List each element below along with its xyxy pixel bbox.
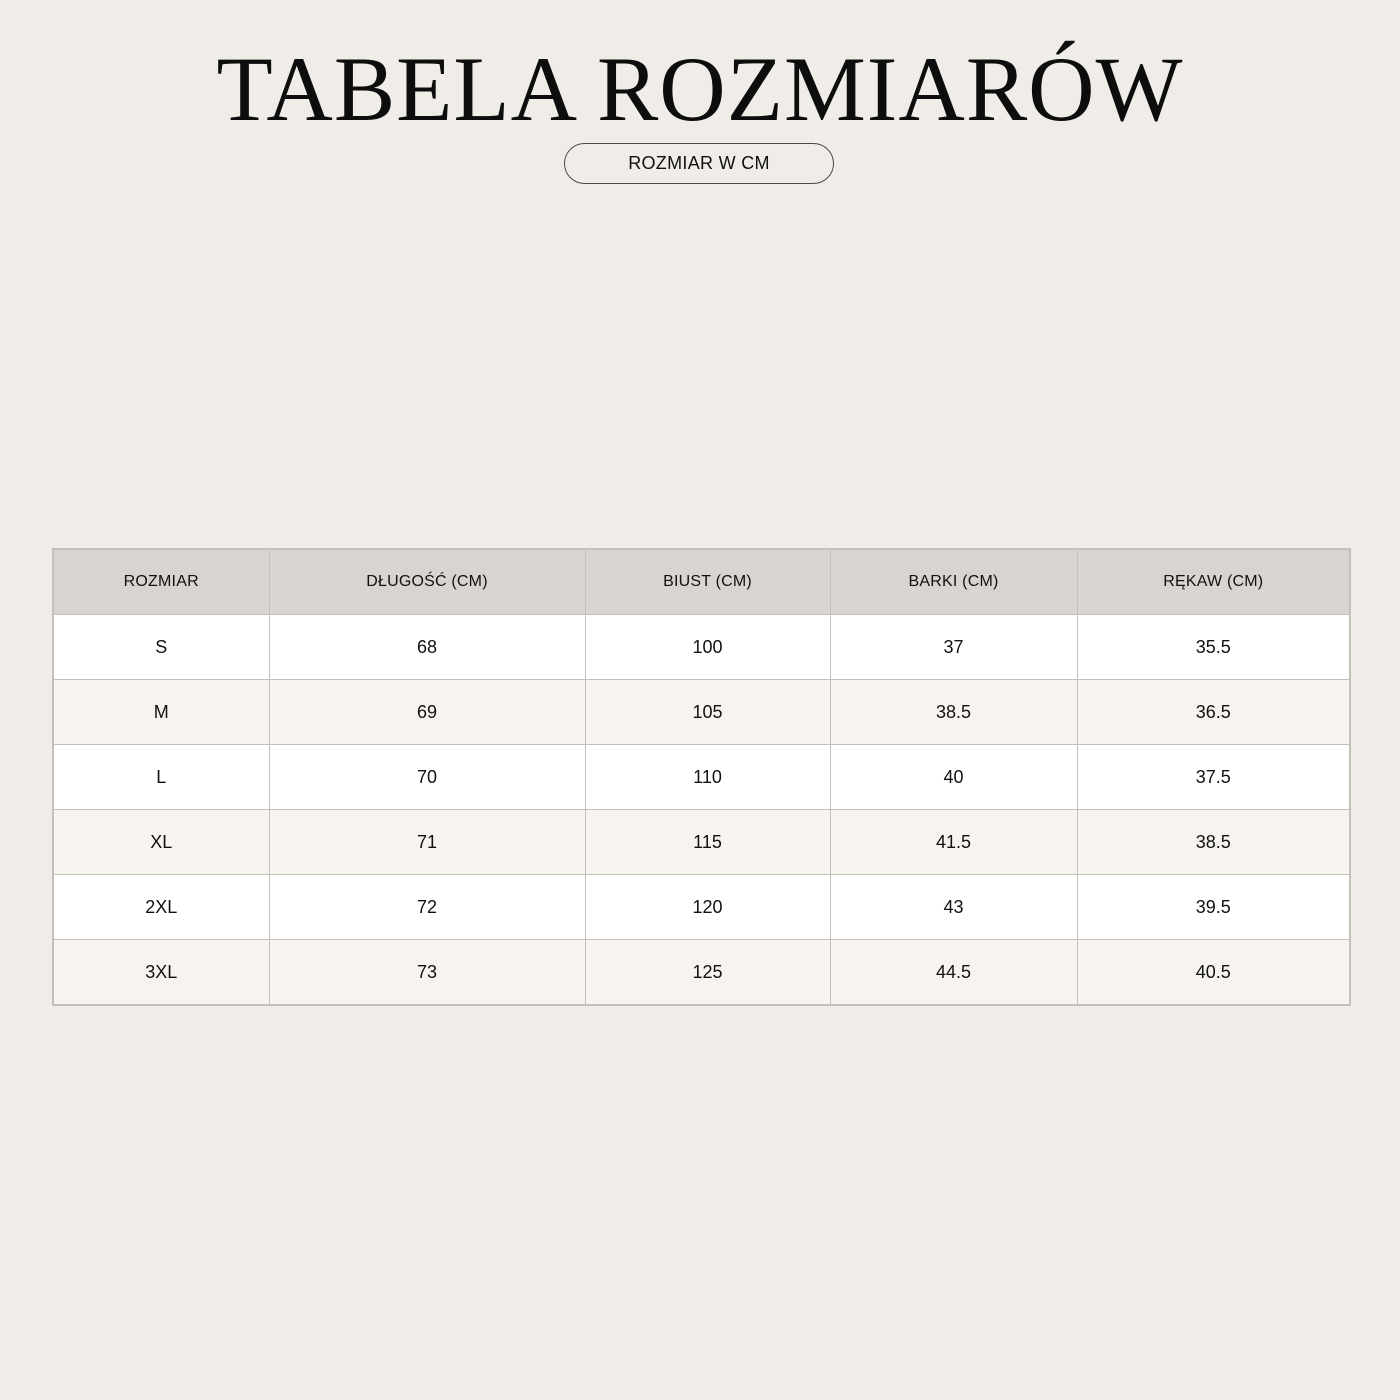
cell-sleeve: 36.5	[1077, 680, 1350, 745]
column-header-length: DŁUGOŚĆ (CM)	[269, 549, 585, 615]
table-row	[53, 875, 1350, 940]
cell-shoulders: 40	[830, 745, 1077, 810]
cell-size: M	[53, 680, 269, 745]
cell-length: 69	[269, 680, 585, 745]
cell-length: 71	[269, 810, 585, 875]
table-row	[53, 940, 1350, 1006]
table-header-row	[53, 549, 1350, 615]
table-row	[53, 745, 1350, 810]
cell-length: 73	[269, 940, 585, 1006]
column-header-size: ROZMIAR	[53, 549, 269, 615]
cell-sleeve: 35.5	[1077, 615, 1350, 680]
cell-shoulders: 43	[830, 875, 1077, 940]
cell-shoulders: 41.5	[830, 810, 1077, 875]
size-chart-table	[52, 548, 1351, 1006]
cell-bust: 115	[585, 810, 830, 875]
column-header-bust: BIUST (CM)	[585, 549, 830, 615]
unit-badge-label: ROZMIAR W CM	[628, 153, 770, 173]
cell-size: S	[53, 615, 269, 680]
unit-badge	[564, 143, 834, 184]
cell-length: 72	[269, 875, 585, 940]
cell-length: 68	[269, 615, 585, 680]
cell-sleeve: 39.5	[1077, 875, 1350, 940]
cell-size: XL	[53, 810, 269, 875]
cell-bust: 100	[585, 615, 830, 680]
column-header-shoulders: BARKI (CM)	[830, 549, 1077, 615]
page-title: TABELA ROZMIARÓW	[216, 38, 1184, 140]
cell-shoulders: 38.5	[830, 680, 1077, 745]
cell-sleeve: 40.5	[1077, 940, 1350, 1006]
cell-shoulders: 37	[830, 615, 1077, 680]
cell-size: 2XL	[53, 875, 269, 940]
cell-size: 3XL	[53, 940, 269, 1006]
table-row	[53, 680, 1350, 745]
cell-length: 70	[269, 745, 585, 810]
cell-sleeve: 37.5	[1077, 745, 1350, 810]
cell-shoulders: 44.5	[830, 940, 1077, 1006]
cell-bust: 120	[585, 875, 830, 940]
table-row	[53, 615, 1350, 680]
cell-bust: 125	[585, 940, 830, 1006]
cell-size: L	[53, 745, 269, 810]
column-header-sleeve: RĘKAW (CM)	[1077, 549, 1350, 615]
cell-bust: 110	[585, 745, 830, 810]
cell-sleeve: 38.5	[1077, 810, 1350, 875]
cell-bust: 105	[585, 680, 830, 745]
table-row	[53, 810, 1350, 875]
